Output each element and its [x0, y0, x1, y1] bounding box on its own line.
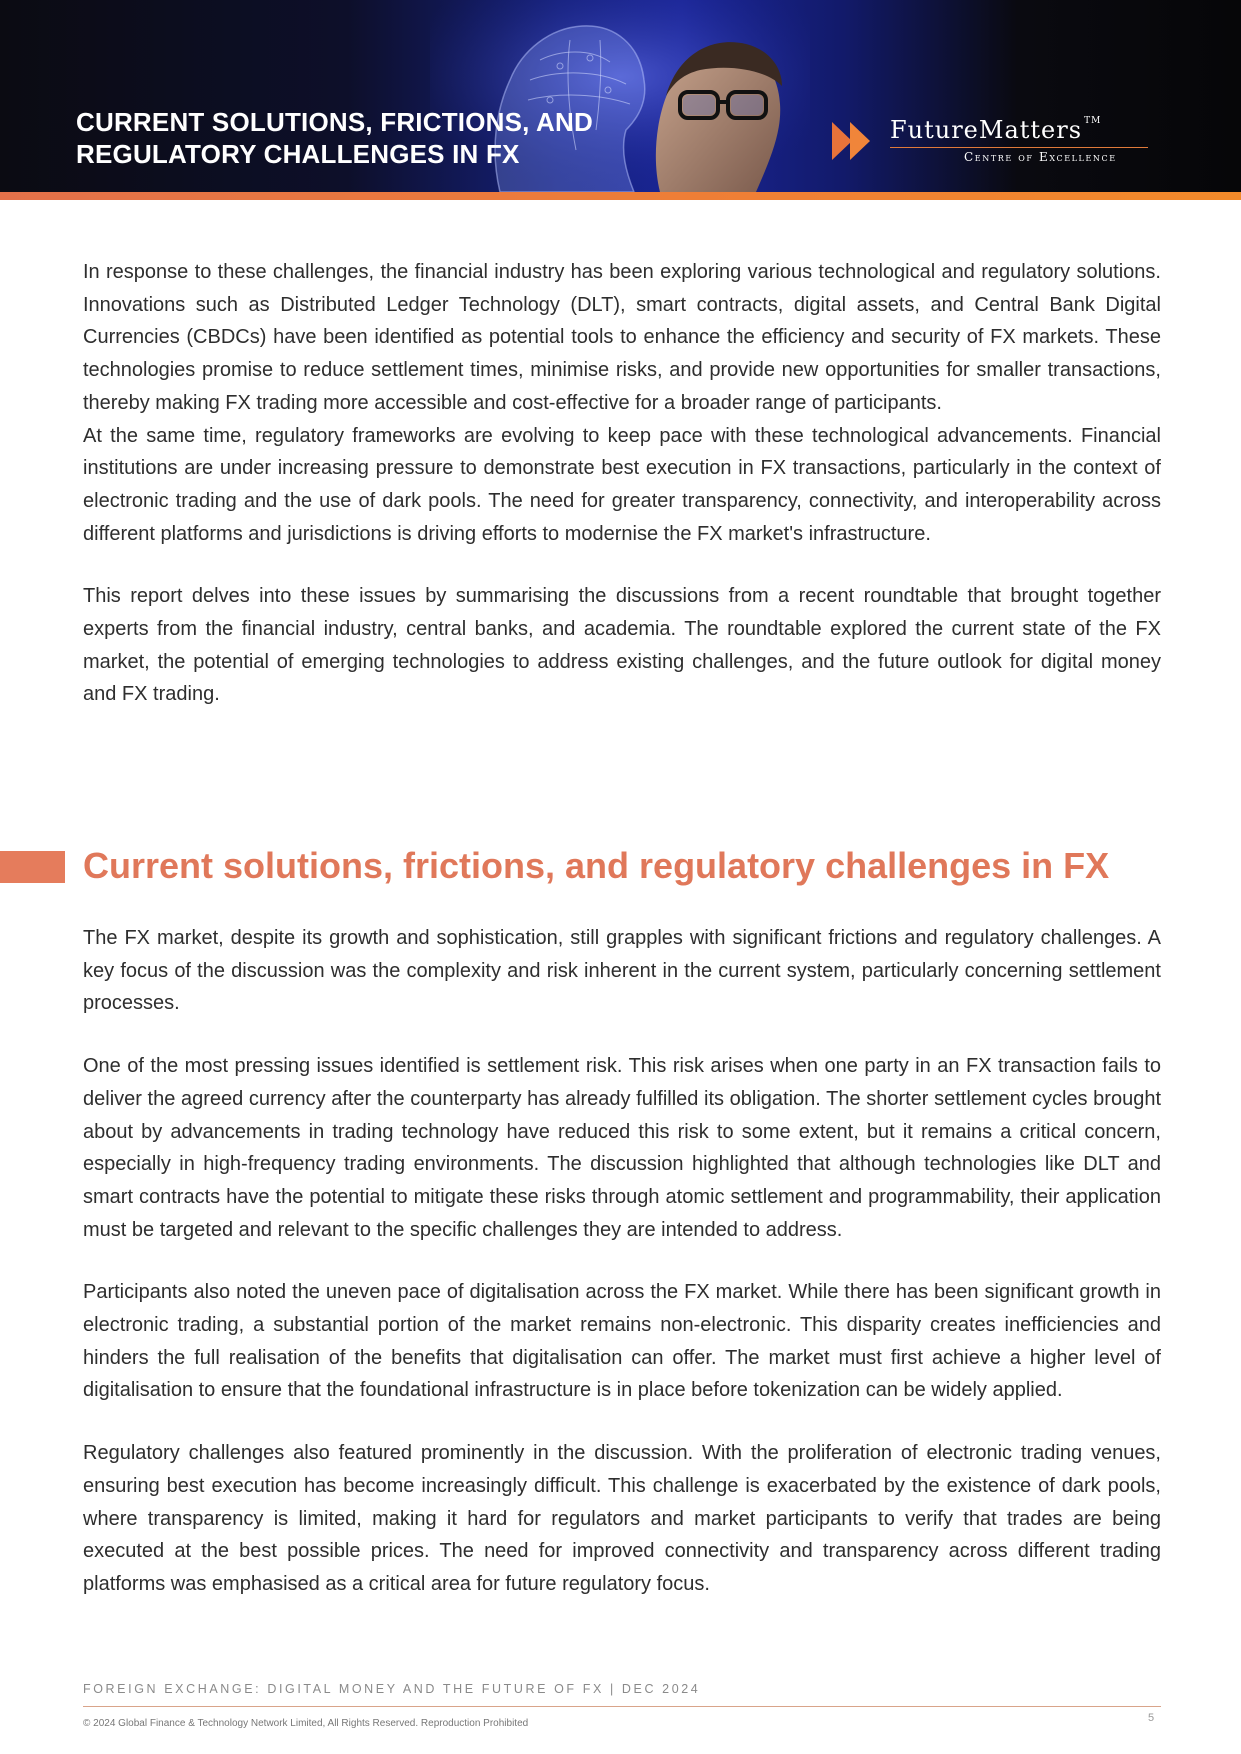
footer-copyright: © 2024 Global Finance & Technology Network Limited, All Rights Reserved. Reproduction Prohibited — [83, 1718, 529, 1729]
section-body — [83, 922, 1161, 1601]
futurematters-logo — [832, 116, 1162, 166]
section-heading: Current solutions, frictions, and regulatory challenges in FX — [83, 845, 1110, 886]
header-title-line1: CURRENT SOLUTIONS, FRICTIONS, AND — [76, 107, 593, 137]
logo-name: FutureMatters ™ — [890, 116, 1102, 144]
header-accent-stripe — [0, 192, 1241, 200]
double-chevron-right-icon — [832, 120, 876, 162]
footer-divider — [83, 1706, 1161, 1707]
section-paragraph-3: Participants also noted the uneven pace of digitalisation across the FX market. While there has been significant growth in electronic trading, a substantial portion of the market remains non-electronic. This disparity creates inefficiencies and hinders the full realisation of the benefits that digitalisation can offer. The market must first achieve a higher level of digitalisation to ensure that the foundational infrastructure is in place before tokenization can be widely applied. — [83, 1281, 1161, 1402]
intro-paragraph-2: At the same time, regulatory frameworks are evolving to keep pace with these technological advancements. Financial institutions are under increasing pressure to demonstrate best execution in FX transactions, particularly in the context of electronic trading and the use of dark pools. The need for greater transparency, connectivity, and interoperability across different platforms and jurisdictions is driving efforts to modernise the FX market's infrastructure. — [83, 424, 1161, 545]
logo-subtitle: Centre of Excellence — [964, 150, 1117, 164]
page-number: 5 — [1148, 1712, 1155, 1724]
header-title — [76, 106, 593, 170]
logo-tm: TM — [1084, 116, 1102, 126]
intro-section — [83, 256, 1161, 711]
intro-paragraph-3: This report delves into these issues by summarising the discussions from a recent roundtable that brought together experts from the financial industry, central banks, and academia. The roundtable explored the current state of the FX market, the potential of emerging technologies to address existing challenges, and the future outlook for digital money and FX trading. — [83, 585, 1161, 706]
page-header — [0, 0, 1241, 192]
header-title-line2: REGULATORY CHALLENGES IN FX — [76, 139, 520, 169]
intro-paragraph-1: In response to these challenges, the financial industry has been exploring various technological and regulatory solutions. Innovations such as Distributed Ledger Technology (DLT), smart contracts, digital assets, and Central Bank Digital Currencies (CBDCs) have been identified as potential tools to enhance the efficiency and security of FX markets. These technologies promise to reduce settlement times, minimise risks, and provide new opportunities for smaller transactions, thereby making FX trading more accessible and cost-effective for a broader range of participants. — [83, 261, 1161, 414]
section-paragraph-4: Regulatory challenges also featured prominently in the discussion. With the proliferation of electronic trading venues, ensuring best execution has become increasingly difficult. This challenge is exacerbated by the existence of dark pools, where transparency is limited, making it hard for regulators and market participants to verify that trades are being executed at the best possible prices. The need for improved connectivity and transparency across different trading platforms was emphasised as a critical area for future regulatory focus. — [83, 1442, 1161, 1595]
logo-rule — [890, 147, 1148, 148]
footer-report-label: FOREIGN EXCHANGE: DIGITAL MONEY AND THE FUTURE OF FX | DEC 2024 — [83, 1682, 701, 1696]
section-paragraph-1: The FX market, despite its growth and sophistication, still grapples with significant frictions and regulatory challenges. A key focus of the discussion was the complexity and risk inherent in the current system, particularly concerning settlement processes. — [83, 927, 1161, 1015]
section-accent-bar — [0, 851, 65, 883]
section-paragraph-2: One of the most pressing issues identified is settlement risk. This risk arises when one party in an FX transaction fails to deliver the agreed currency after the counterparty has already fulfilled its obligation. The shorter settlement cycles brought about by advancements in trading technology have reduced this risk to some extent, but it remains a critical concern, especially in high-frequency trading environments. The discussion highlighted that although technologies like DLT and smart contracts have the potential to mitigate these risks through atomic settlement and programmability, their application must be targeted and relevant to the specific challenges they are intended to address. — [83, 1055, 1161, 1241]
